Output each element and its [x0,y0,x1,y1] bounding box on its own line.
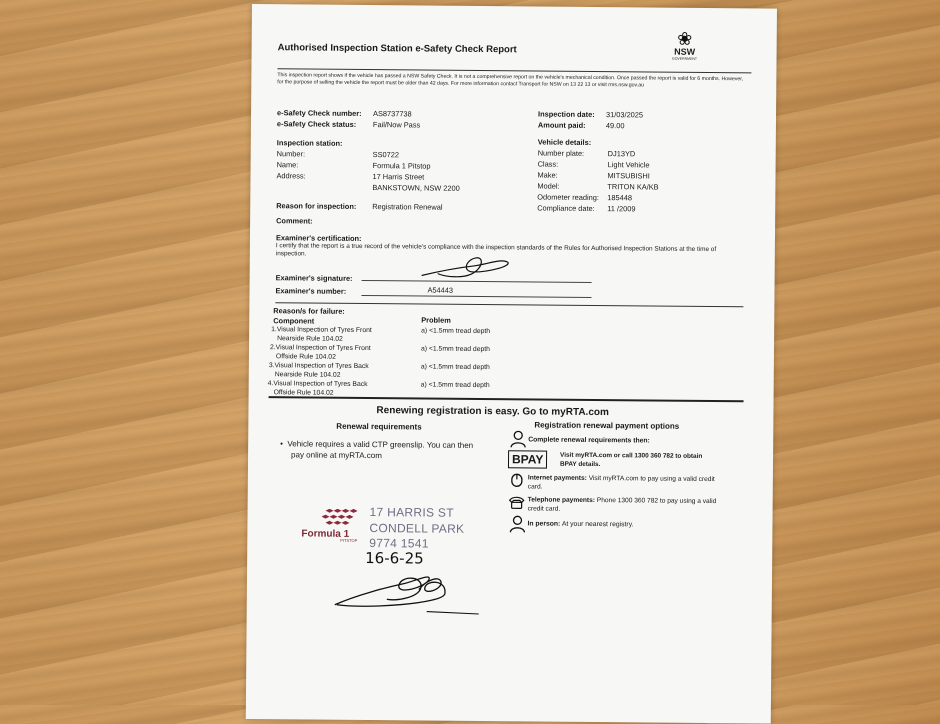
examiner-number-line [361,295,591,298]
odometer-label: Odometer reading: [537,192,599,202]
complete-text: Complete renewal requirements then: [528,436,650,444]
examiner-signature [418,251,528,282]
failures-heading: Reason/s for failure: [273,306,345,316]
component-header: Component [273,316,314,325]
nsw-government-logo: ❀ NSW GOVERNMENT [668,30,702,62]
vehicle-class: Light Vehicle [608,160,650,169]
station-heading: Inspection station: [277,138,343,148]
failure-component: 2.Visual Inspection of Tyres Front [270,344,371,353]
failure-row [270,344,371,362]
failure-component: 1.Visual Inspection of Tyres Front [271,326,372,335]
internet-payments: Internet payments: Visit myRTA.com to pay using a valid credit card. [528,473,718,493]
examiner-number: A54443 [427,286,453,295]
station-number-label: Number: [277,149,305,158]
payment-heading: Registration renewal payment options [534,420,679,430]
inspection-date-label: Inspection date: [538,110,595,119]
signature-label: Examiner's signature: [276,273,353,283]
handwritten-date: 16-6-25 [365,549,424,568]
station-address-line1: 17 Harris Street [372,172,424,181]
failure-row [269,362,369,380]
check-status-label: e-Safety Check status: [277,119,356,129]
failure-problem: a) <1.5mm tread depth [421,381,490,389]
inspection-report-page [246,4,777,724]
stamp-address-line2: CONDELL PARK [369,521,464,536]
station-name-label: Name: [277,160,299,169]
odometer: 185448 [607,193,632,202]
failure-problem: a) <1.5mm tread depth [421,363,490,371]
stamp-phone: 9774 1541 [369,536,429,551]
failure-problem: a) <1.5mm tread depth [421,345,490,353]
failure-component: 3.Visual Inspection of Tyres Back [269,362,369,371]
reason-label: Reason for inspection: [276,201,356,211]
plate: DJ13YD [608,149,636,158]
mouse-icon [509,473,525,487]
failure-component-rule: Offside Rule 104.02 [270,353,371,362]
check-number-label: e-Safety Check number: [277,108,362,118]
telephone-icon [509,495,525,509]
failure-component-rule: Nearside Rule 104.02 [271,335,372,344]
vehicle-heading: Vehicle details: [538,137,591,146]
compliance-date: 11 /2009 [607,204,635,213]
failure-component-rule: Offside Rule 104.02 [268,389,368,398]
requirement-item: • Vehicle requires a valid CTP greenslip. You can then pay online at myRTA.com [280,438,473,462]
failure-problem: a) <1.5mm tread depth [421,327,490,335]
amount-paid: 49.00 [606,121,625,130]
amount-paid-label: Amount paid: [538,121,586,130]
class-label: Class: [538,159,559,168]
model-label: Model: [537,181,559,190]
telephone-payments: Telephone payments: Phone 1300 360 782 to pay using a valid credit card. [528,495,718,515]
station-address-label: Address: [276,171,305,180]
station-name: Formula 1 Pitstop [373,161,431,171]
person-icon [509,515,525,533]
requirements-heading: Renewal requirements [336,422,421,432]
failure-row [271,326,372,344]
examiner-number-label: Examiner's number: [275,286,346,296]
comment-label: Comment: [276,216,313,225]
bullet-icon: • [280,439,287,448]
station-address-line2: BANKSTOWN, NSW 2200 [372,183,459,193]
failure-component: 4.Visual Inspection of Tyres Back [268,380,368,389]
bpay-logo: BPAY [508,450,548,468]
person-check-icon [510,430,526,448]
cert-heading: Examiner's certification: [276,233,362,243]
failure-component-rule: Nearside Rule 104.02 [269,371,369,380]
inspection-date: 31/03/2025 [606,110,643,119]
report-title: Authorised Inspection Station e-Safety Check Report [278,42,517,55]
check-status: Fail/Now Pass [373,120,420,129]
cert-text: I certify that the report is a true record of the vehicle's compliance with the inspection standards of the Rules for Authorised Inspection Stations at the time of inspection. [276,242,746,262]
make: MITSUBISHI [607,171,649,180]
renewal-divider [269,396,744,402]
waratah-icon: ❀ [668,30,702,48]
renewal-banner: Renewing registration is easy. Go to myRTA.com [376,405,609,418]
handwritten-signature [327,565,487,616]
in-person: In person: At your nearest registry. [527,520,633,528]
compliance-label: Compliance date: [537,203,595,213]
station-number: SS0722 [373,150,399,159]
report-intro: This inspection report shows if the vehicle has passed a NSW Safety Check. It is not a comprehensive report on the vehicle's mechanical condition. Once passed the report is valid for 6 months. However, for the purpose of selling the vehicle the report must be older than 42 days. For more information contact Transport for NSW on 13 22 13 or visit rms.nsw.gov.au [277,72,747,90]
stamp-address-line1: 17 HARRIS ST [370,505,454,520]
reason-value: Registration Renewal [372,202,442,212]
problem-header: Problem [421,315,451,324]
model: TRITON KA/KB [607,182,658,191]
failures-divider [275,302,743,307]
bpay-text: Visit myRTA.com or call 1300 360 782 to obtain BPAY details. [560,451,702,470]
formula1-pitstop-logo: Formula 1 PITSTOP [301,508,365,543]
plate-label: Number plate: [538,148,584,157]
checkered-flag-icon [301,508,365,525]
check-number: AS8737738 [373,109,412,118]
make-label: Make: [537,170,557,179]
